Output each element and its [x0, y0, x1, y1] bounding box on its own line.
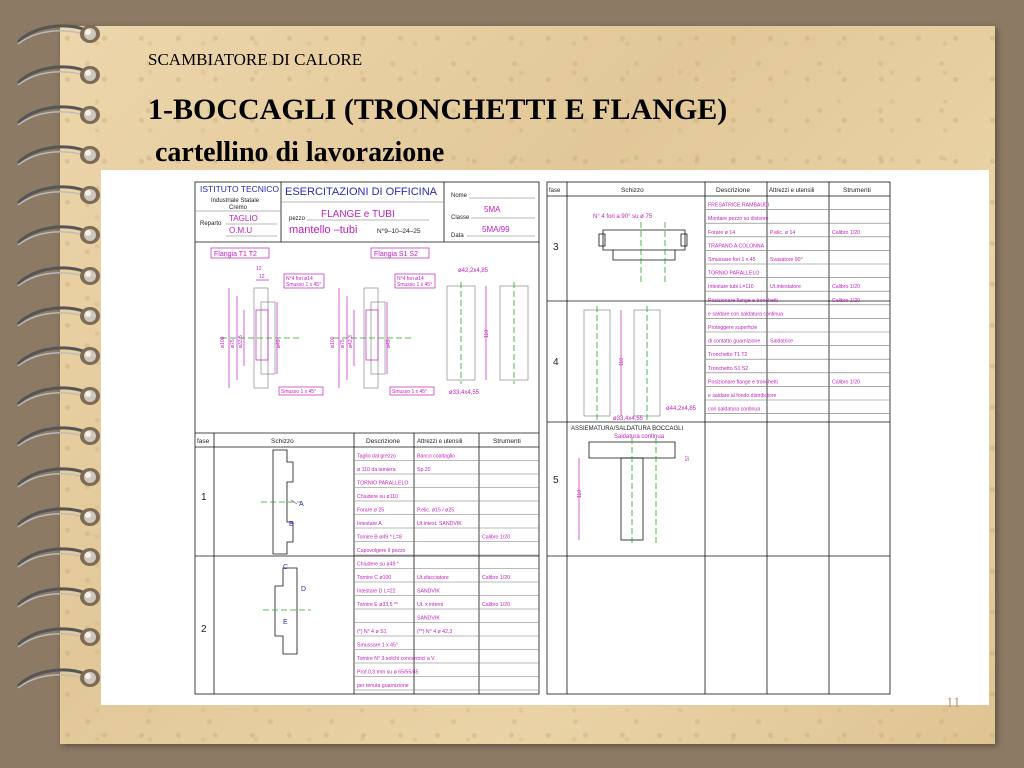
r-col-strumenti: Strumenti [843, 187, 871, 194]
row-description: Prof.0,3 mm su ø 65/55/45 [357, 669, 419, 676]
svg-text:12: 12 [259, 274, 265, 280]
sketch-label-e: E [283, 619, 288, 626]
dim-b0: ø100 [330, 336, 336, 348]
tube-dim-top: ø42,2x4,85 [458, 268, 489, 274]
flange-drawing-2 [330, 274, 435, 395]
len-phase4: 110 [619, 358, 625, 366]
row-description: Tronchetto S1 S2 [708, 365, 749, 372]
row-instrument: Calibro 1/20 [832, 297, 860, 304]
phase-5: 5 [553, 475, 559, 486]
row-instrument: Calibro 1/20 [482, 534, 510, 541]
tube-dim-phase4-b: ø33,4x4,55 [613, 416, 644, 422]
sketch-label-d: D [301, 586, 307, 593]
r-col-schizzo: Schizzo [621, 187, 644, 194]
phase-4: 4 [553, 357, 559, 368]
dim-b2: ø42,3 [348, 335, 354, 348]
reparto-value-2: O.M.U [229, 226, 253, 235]
row-tools: P.elic. ø 14 [770, 229, 796, 236]
page-number: 11 [946, 695, 961, 711]
row-description: Chiudere su ø49 * [357, 561, 399, 568]
dim-a2: ø33,5 [238, 335, 244, 348]
drawing-number: N°9–10–24–25 [377, 228, 421, 235]
weld-note: Saldatura continua [614, 434, 665, 440]
data-value: 5MA/99 [482, 225, 510, 234]
row-tools: Ut.intest. SANDVIK [417, 521, 462, 527]
row-description: TRAPANO A COLONNA [708, 243, 765, 250]
row-description: Forare ø 25 [357, 507, 385, 514]
holes-note-1b: N°4 fori ø14 [397, 276, 424, 282]
school-name: ISTITUTO TECNICO [200, 184, 280, 194]
row-description: TORNIO PARALLELO [708, 270, 760, 277]
row-description: Capovolgere il pezzo [357, 548, 406, 554]
phase-2: 2 [201, 624, 207, 635]
row-instrument: Calibro 1/20 [832, 379, 860, 386]
binding-ring [14, 181, 100, 211]
row-tools: Svasatore 90° [770, 257, 803, 263]
row-description: Taglio dal grezzo [357, 453, 396, 460]
row-description: Tornire C ø100 [357, 575, 392, 581]
holes-note-2: Smusso 1 x 45° [286, 282, 322, 288]
row-instrument: Calibro 1/20 [832, 229, 860, 236]
school-line2: Industriale Statale [211, 198, 260, 204]
dim-b1: ø75 [340, 339, 346, 348]
row-description: Intestare tubi L=110 [708, 284, 754, 291]
r-col-descrizione: Descrizione [716, 187, 750, 194]
binding-ring [14, 422, 100, 452]
binding-ring [14, 302, 100, 332]
workshop-title: ESERCITAZIONI DI OFFICINA [285, 186, 437, 198]
row-description: Montare pezzo su divisore [708, 216, 769, 223]
reparto-label: Reparto [200, 221, 222, 227]
col-schizzo: Schizzo [271, 438, 294, 445]
row-tools: P.elic. ø15 / ø25 [417, 507, 455, 514]
binding-ring [14, 583, 100, 613]
row-description: Smussare 1 x 45° [357, 642, 398, 649]
binding-ring [14, 101, 100, 131]
svg-text:12: 12 [256, 266, 262, 272]
row-description: Forare ø 14 [708, 229, 736, 236]
r-col-fase: fase [549, 188, 561, 194]
mantello-label: mantello –tubi [289, 224, 358, 236]
row-description: FRESATRICE RAMBAUDI [708, 202, 770, 209]
left-process-table [195, 433, 539, 694]
chamfer-note-2: Smusso 1 x 45° [392, 389, 428, 395]
row-description: e saldare al fondo distributore [708, 393, 777, 399]
pezzo-label: pezzo [289, 216, 306, 222]
row-description: con saldatura continua [708, 406, 761, 413]
row-description: Tornire N° 3 solchi concentrici a V [357, 656, 435, 662]
flange2-label: Flangia S1 S2 [374, 251, 418, 258]
row-description: Intestare D L=22 [357, 588, 396, 595]
row-description: (*) N° 4 ø S1 [357, 629, 387, 635]
phase-3: 3 [553, 242, 559, 253]
dim-a3: ø49 [276, 339, 282, 348]
row-description: Posizionare flange e tronchetti [708, 297, 778, 304]
row-instrument: Calibro 1/20 [482, 602, 510, 608]
slide-subtitle: SCAMBIATORE DI CALORE [148, 50, 363, 69]
row-description: Tornire E ø33,5 ** [357, 602, 398, 608]
row-description: Posizionare flange e tronchetti [708, 379, 778, 386]
row-tools: Banco coaltaglio [417, 453, 456, 460]
right-sheet [547, 182, 890, 694]
binding-ring [14, 61, 100, 91]
binding-ring [14, 503, 100, 533]
row-tools: SANDVIK [417, 615, 440, 622]
row-description: e saldare con saldatura continua [708, 311, 783, 318]
chamfer-note-1: Smusso 1 x 45° [281, 389, 317, 395]
binding-ring [14, 342, 100, 372]
technical-drawing-sheet [101, 170, 989, 705]
row-description: TORNIO PARALLELO [357, 480, 409, 487]
binding-ring [14, 623, 100, 653]
binding-ring [14, 543, 100, 573]
row-tools: Ut. x interni [417, 602, 444, 608]
reparto-value-1: TAGLIO [229, 214, 258, 223]
holes-note-1: N°4 fori ø14 [286, 276, 313, 282]
gap-phase5: 57 [685, 455, 691, 461]
col-strumenti: Strumenti [493, 438, 521, 445]
row-description: Tronchetto T1 T2 [708, 352, 748, 359]
row-tools: Sp.20 [417, 467, 431, 473]
binding-ring [14, 20, 100, 50]
tube-dim-bottom: ø33,4x4,55 [449, 390, 480, 396]
row-tools: Saldatrice [770, 338, 794, 345]
tube-dim-phase4-a: ø44,2x4,85 [666, 406, 697, 412]
binding-ring [14, 262, 100, 292]
dim-a0: ø100 [220, 336, 226, 348]
assembly-title: ASSIEMATURA/SALDATURA BOCCAGLI [571, 426, 684, 432]
sketch-label-c: C [283, 564, 289, 571]
phase-1: 1 [201, 492, 207, 503]
col-fase: fase [197, 438, 210, 445]
binding-ring [14, 382, 100, 412]
row-description: Intestare A [357, 521, 382, 527]
row-instrument: Calibro 1/20 [482, 575, 510, 581]
sketch-label-a: A [299, 501, 304, 508]
classe-value: 5MA [484, 205, 501, 214]
row-instrument: Calibro 1/20 [832, 284, 860, 291]
row-description: Tornire B ø49 * L=8 [357, 534, 402, 541]
binding-ring [14, 664, 100, 694]
school-line3: Cremo [229, 205, 248, 211]
row-description: Smussare fori 1 x 45 [708, 257, 756, 263]
nome-label: Nome [451, 193, 468, 199]
tube-length: 110 [484, 330, 490, 338]
col-descrizione: Descrizione [366, 438, 400, 445]
classe-label: Classe [451, 215, 470, 221]
row-description: ø 110 da lamiera [357, 467, 396, 473]
holes-note-phase3: N° 4 fori a 90° su ø 75 [593, 214, 653, 220]
data-label: Data [451, 233, 464, 239]
row-tools: Ut.intestatore [770, 284, 801, 291]
row-description: Proteggere superficie [708, 325, 758, 331]
len-phase5: 110 [577, 490, 583, 498]
flange-drawing-1 [220, 266, 324, 395]
slide-title-2: cartellino di lavorazione [155, 137, 445, 168]
left-sheet [195, 182, 539, 694]
row-description: di contatto guarnizione [708, 338, 761, 345]
holes-note-2b: Smusso 1 x 45° [397, 282, 433, 288]
binding-ring [14, 141, 100, 171]
row-description: Chiudere su ø110 [357, 494, 398, 500]
row-tools: SANDVIK [417, 588, 440, 595]
row-description: per tenuta guarnizione [357, 683, 409, 689]
dim-a1: ø75 [230, 339, 236, 348]
tube-drawings [447, 268, 528, 396]
dim-b3: ø49 [386, 339, 392, 348]
slide-title: 1-BOCCAGLI (TRONCHETTI E FLANGE) [148, 93, 728, 126]
flange1-label: Flangia T1 T2 [214, 251, 257, 258]
sketch-label-b: B [289, 521, 294, 528]
row-tools: (**) N° 4 ø 42,3 [417, 629, 453, 635]
pezzo-value: FLANGE e TUBI [321, 209, 395, 220]
r-col-attrezzi: Attrezzi e utensili [769, 188, 815, 194]
binding-ring [14, 221, 100, 251]
col-attrezzi: Attrezzi e utensili [417, 439, 463, 445]
binding-ring [14, 463, 100, 493]
row-tools: Ut.sfacciatore [417, 575, 449, 581]
